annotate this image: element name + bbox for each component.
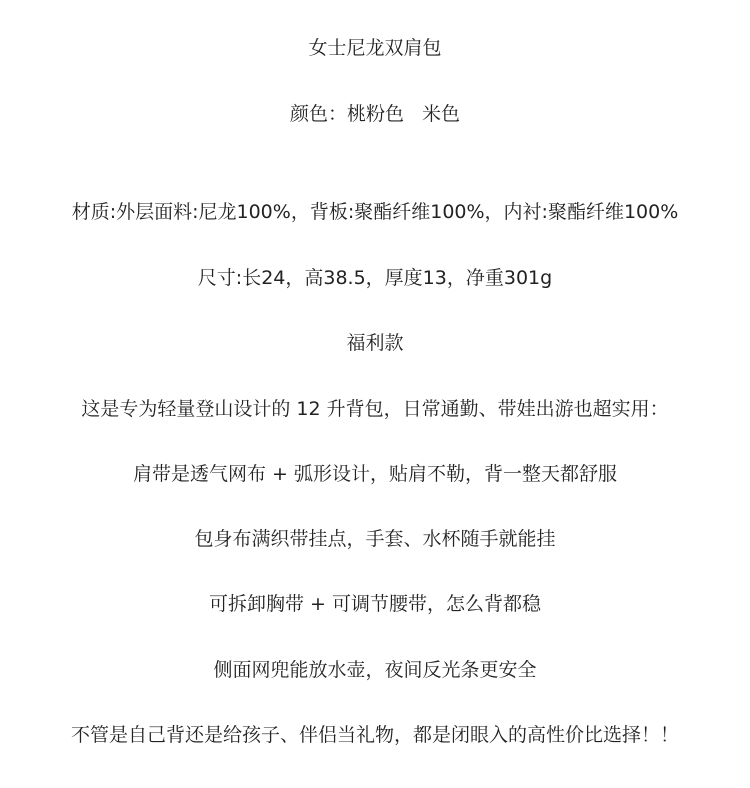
feature-line: 肩带是透气网布 + 弧形设计，贴肩不勒，背一整天都舒服 xyxy=(132,463,617,485)
closing-line: 不管是自己背还是给孩子、伴侣当礼物，都是闭眼入的高性价比选择！！ xyxy=(70,724,679,746)
product-title: 女士尼龙双肩包 xyxy=(308,37,442,59)
feature-line: 包身布满织带挂点，手套、水杯随手就能挂 xyxy=(194,528,556,550)
promo-label: 福利款 xyxy=(346,332,404,354)
color-options-line: 颜色：桃粉色 米色 xyxy=(289,103,461,125)
material-line: 材质:外层面料:尼龙100%，背板:聚酯纤维100%，内衬:聚酯纤维100% xyxy=(71,201,679,223)
size-line: 尺寸:长24，高38.5，厚度13，净重301g xyxy=(197,267,553,289)
feature-line: 可拆卸胸带 + 可调节腰带，怎么背都稳 xyxy=(209,593,541,615)
feature-line: 侧面网兜能放水壶，夜间反光条更安全 xyxy=(213,659,537,681)
intro-line: 这是专为轻量登山设计的 12 升背包，日常通勤、带娃出游也超实用： xyxy=(81,398,669,420)
